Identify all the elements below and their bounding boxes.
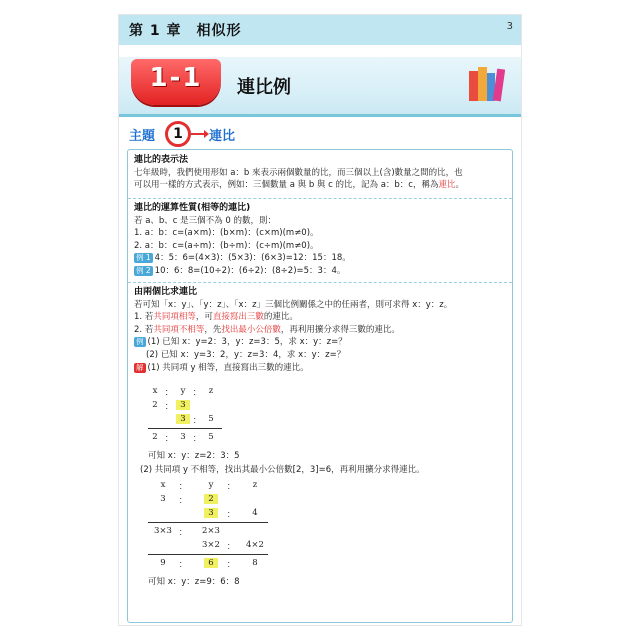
two-ratios-intro: 若可知「x：y」、「y：z」、「x：z」三個比例關係之中的任兩者，則可求得 x：y：z。 [134, 299, 453, 310]
two-ratios-rule-2 [134, 324, 506, 337]
solution-2-text: (2) 共同項 y 不相等，找出其最小公倍數[2，3]=6，再利用擴分求得連比。 [140, 465, 425, 475]
calc1-header-y: y [180, 386, 186, 396]
question-1-text: (1) 已知 x：y=2：3，y：z=3：5，求 x：y：z=？ [147, 337, 347, 348]
section-number: 1-1 [149, 63, 203, 93]
notation-line-2-text: 可以用一樣的方式表示，例如：三個數量 a 與 b 與 c 的比，記為 a：b：c，稱為 [134, 180, 439, 191]
rule-1-action: 直接寫出三數 [212, 312, 264, 323]
solution-1 [134, 362, 506, 375]
calc2-header-y: y [208, 480, 214, 490]
calc2-cell: 4 [252, 508, 258, 518]
calc1-cell: ： [164, 402, 174, 412]
calc2-divider [148, 554, 268, 555]
topic-name: 連比 [209, 129, 236, 144]
example-1 [134, 252, 506, 265]
calc2-cell: ： [226, 560, 236, 570]
topic-heading [129, 121, 519, 147]
question-1 [134, 336, 506, 349]
properties-rule-1: 1. a：b：c=(a×m)：(b×m)：(c×m)(m≠0)。 [134, 228, 319, 239]
block-notation [128, 152, 512, 194]
example-2 [134, 265, 506, 278]
rule-1-condition: 共同項相等 [153, 312, 196, 323]
rule-2-condition: 共同項不相等 [153, 324, 205, 335]
chapter-title: 第 1 章 相似形 [129, 23, 242, 39]
calc1-header-colon: ： [192, 388, 202, 398]
calc1-cell: ： [164, 434, 174, 444]
properties-intro: 若 a、b、c 是三個不為 0 的數，則： [134, 215, 276, 226]
example-1-text: 4：5：6=(4×3)：(5×3)：(6×3)=12：15：18。 [154, 253, 351, 264]
textbook-page [118, 14, 522, 626]
example-1-tag: 例 1 [136, 253, 151, 263]
calc1-cell: 2 [152, 432, 158, 442]
calc1-header-x: x [152, 386, 158, 396]
rule-2-end: ，再利用擴分求得三數的連比。 [280, 324, 400, 335]
block-properties-title: 連比的運算性質(相等的連比) [134, 203, 251, 213]
calc2-header-colon: ： [226, 482, 236, 492]
example-2-text: 10：6：8=(10÷2)：(6÷2)：(8÷2)=5：3：4。 [154, 265, 346, 276]
rule-2-mid: ，先 [204, 324, 222, 335]
solution-1-text: (1) 共同項 y 相等，直接寫出三數的連比。 [147, 362, 309, 373]
calc2-divider [148, 522, 268, 523]
rule-2-action: 找出最小公倍數 [221, 324, 281, 335]
block-two-ratios-title: 由兩個比求連比 [134, 287, 198, 297]
calc1-divider [148, 428, 222, 429]
page-number: 3 [506, 21, 513, 32]
content-box [127, 149, 513, 623]
books-icon [467, 63, 505, 103]
calc1-cell: ： [192, 416, 202, 426]
rule-2-prefix: 2. 若 [134, 324, 154, 335]
question-tag: 例 [136, 337, 144, 347]
calc1-cell: 5 [208, 432, 214, 442]
calc2-cell: 9 [160, 558, 166, 568]
calc1-header-z: z [208, 386, 214, 396]
notation-term: 連比 [438, 180, 456, 191]
notation-line-2-end: 。 [455, 180, 465, 191]
arrow-right-icon [191, 133, 205, 135]
calc1-cell-highlight: 3 [176, 414, 190, 424]
calc2-header-x: x [160, 480, 166, 490]
calc1-cell: 2 [152, 400, 158, 410]
solution-1-result: 可知 x：y：z=2：3：5 [148, 451, 240, 461]
solution-tag: 解 [136, 362, 144, 372]
calc2-cell: 4×2 [246, 540, 264, 550]
calc2-cell: 8 [252, 558, 258, 568]
divider [128, 198, 512, 199]
calc2-cell: 3×2 [202, 540, 220, 550]
calc2-cell: ： [178, 496, 188, 506]
block-notation-title: 連比的表示法 [134, 155, 189, 165]
calc2-cell: 3×3 [154, 526, 172, 536]
notation-line-2 [134, 179, 506, 192]
solution-2-result: 可知 x：y：z=9：6：8 [148, 577, 240, 587]
calc2-cell-highlight: 3 [204, 508, 218, 518]
calc2-cell: ： [178, 528, 188, 538]
calc2-cell-highlight: 6 [204, 558, 218, 568]
calc2-cell: 3 [160, 494, 166, 504]
section-title: 連比例 [237, 77, 291, 98]
topic-number: 1 [165, 121, 191, 147]
calc1-cell: ： [192, 434, 202, 444]
topic-label: 主題 [129, 129, 156, 144]
calc2-header-z: z [252, 480, 258, 490]
calc1-header-colon: ： [164, 388, 174, 398]
rule-1-mid: ，可 [195, 312, 213, 323]
calc2-cell: ： [178, 560, 188, 570]
two-ratios-rule-1 [134, 311, 506, 324]
rule-1-prefix: 1. 若 [134, 312, 154, 323]
calc1-cell-highlight: 3 [176, 400, 190, 410]
chapter-header-bar [119, 15, 521, 45]
calc2-header-colon: ： [178, 482, 188, 492]
rule-1-end: 的連比。 [263, 312, 298, 323]
example-2-tag: 例 2 [136, 265, 151, 275]
block-properties [128, 200, 512, 280]
calc2-cell-highlight: 2 [204, 494, 218, 504]
calc1-cell: 3 [180, 432, 186, 442]
calc2-cell: 2×3 [202, 526, 220, 536]
question-2: (2) 已知 x：y=3：2，y：z=3：4，求 x：y：z=？ [146, 349, 346, 360]
calc1-cell: 5 [208, 414, 214, 424]
calc2-cell: ： [226, 510, 236, 520]
block-two-ratios [128, 284, 512, 376]
calc2-cell: ： [226, 542, 236, 552]
properties-rule-2: 2. a：b：c=(a÷m)：(b÷m)：(c÷m)(m≠0)。 [134, 240, 319, 251]
notation-line-1: 七年級時，我們使用形如 a：b 來表示兩個數量的比，而三個以上(含)數量之間的比，也 [134, 167, 463, 178]
divider [128, 282, 512, 283]
